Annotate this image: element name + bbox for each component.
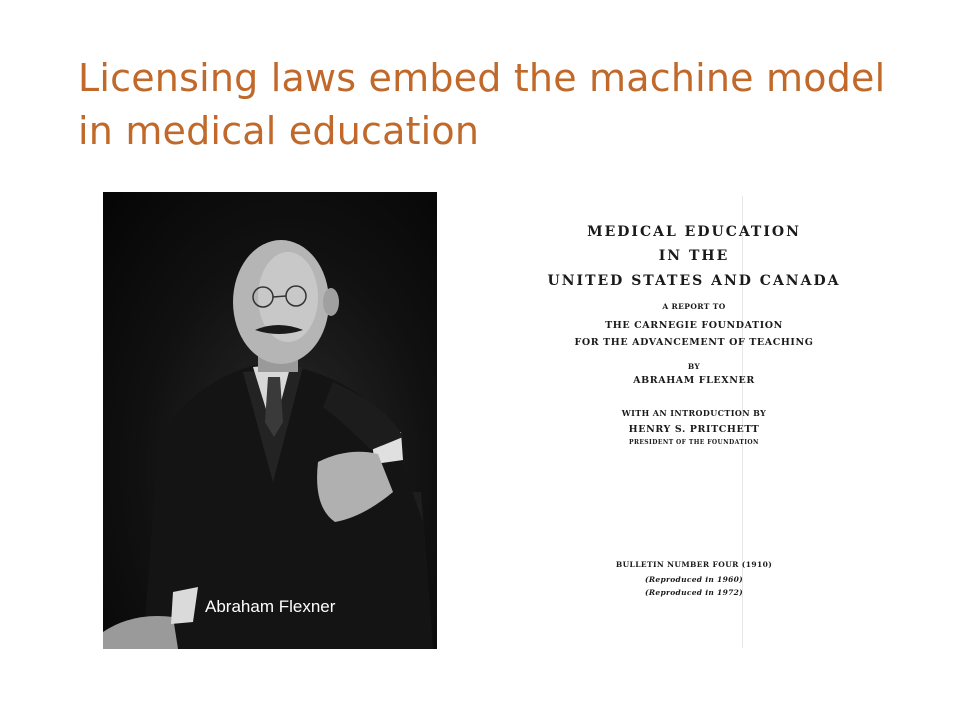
report-by: BY <box>687 362 701 371</box>
portrait-illustration <box>103 192 437 649</box>
report-author: ABRAHAM FLEXNER <box>633 375 755 386</box>
report-introducer: HENRY S. PRITCHETT <box>628 424 760 435</box>
report-introduction-by: WITH AN INTRODUCTION BY <box>621 408 767 418</box>
report-title-line-1: MEDICAL EDUCATION <box>587 224 801 240</box>
slide-title: Licensing laws embed the machine model in medical education <box>78 56 886 153</box>
report-subtitle-1: A REPORT TO <box>662 302 726 311</box>
report-title-line-3: UNITED STATES AND CANADA <box>547 273 841 289</box>
report-reproduced-1972: (Reproduced in 1972) <box>645 588 743 597</box>
report-bulletin: BULLETIN NUMBER FOUR (1910) <box>615 560 773 569</box>
report-subtitle-2: THE CARNEGIE FOUNDATION <box>605 320 783 331</box>
report-title-line-2: IN THE <box>658 248 730 264</box>
portrait-photo <box>103 192 437 649</box>
report-introducer-title: PRESIDENT OF THE FOUNDATION <box>629 439 759 446</box>
report-subtitle-3: FOR THE ADVANCEMENT OF TEACHING <box>574 337 814 348</box>
photo-caption: Abraham Flexner <box>205 597 336 616</box>
report-reproduced-1960: (Reproduced in 1960) <box>645 575 743 584</box>
